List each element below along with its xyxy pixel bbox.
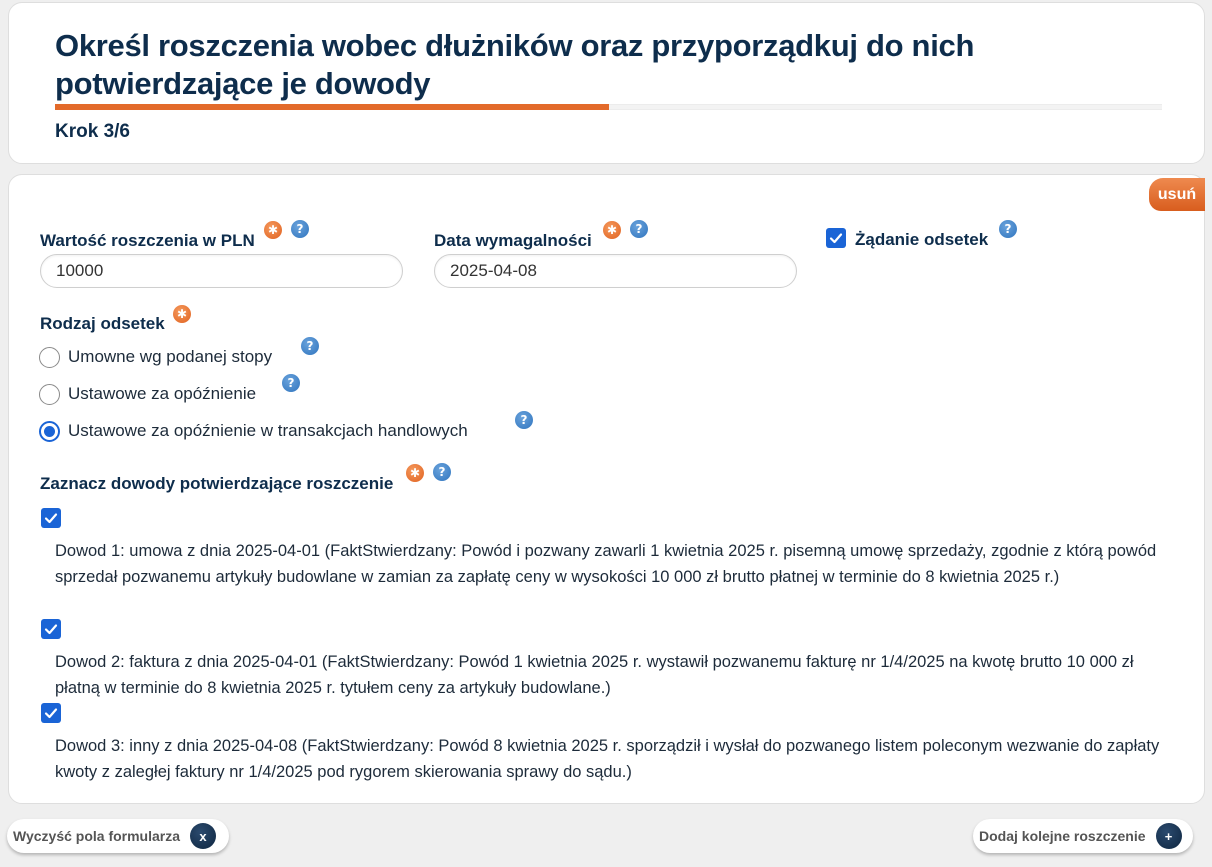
radio-contractual-interest[interactable]: [39, 347, 60, 368]
radio-commercial-statutory-interest[interactable]: [39, 421, 60, 442]
help-icon[interactable]: ?: [291, 220, 309, 238]
claim-form-card: [8, 174, 1205, 804]
interest-request-label: Żądanie odsetek: [855, 230, 989, 249]
evidence-item-2: Dowod 2: faktura z dnia 2025-04-01 (FaktStwierdzany: Powód 1 kwietnia 2025 r. wystawił pozwanemu fakturę nr 1/4/2025 na kwotę brutto 10 000 zł płatną w terminie do 8 kwietnia 2025 r. tytułem ceny za artykuły budowlane.): [55, 653, 1134, 697]
checkmark-icon: [44, 622, 58, 636]
page-title: Określ roszczenia wobec dłużników oraz przyporządkuj do nich potwierdzające je dowody: [55, 28, 975, 101]
help-icon[interactable]: ?: [301, 337, 319, 355]
plus-icon: +: [1156, 823, 1182, 849]
required-icon: ✱: [603, 221, 621, 239]
required-icon: ✱: [173, 305, 191, 323]
add-claim-button[interactable]: [973, 819, 1193, 853]
help-icon[interactable]: ?: [999, 220, 1017, 238]
claim-value-input[interactable]: [40, 254, 403, 288]
evidence-checkbox-2[interactable]: [41, 619, 61, 639]
checkmark-icon: [44, 706, 58, 720]
clear-form-label: Wyczyść pola formularza: [13, 828, 181, 844]
add-claim-label: Dodaj kolejne roszczenie: [979, 828, 1146, 844]
evidence-item-1: Dowod 1: umowa z dnia 2025-04-01 (FaktStwierdzany: Powód i pozwany zawarli 1 kwietnia 2025 r. pisemną umowę sprzedaży, zgodnie z którą powód sprzedał pozwanemu artykuły budowlane w zamian za zapłatę ceny w wysokości 10 000 zł brutto płatnej w terminie do 8 kwietnia 2025 r.): [55, 542, 1157, 586]
clear-form-button[interactable]: [7, 819, 229, 853]
step-indicator: Krok 3/6: [55, 121, 130, 142]
help-icon[interactable]: ?: [630, 220, 648, 238]
evidence-item-3: Dowod 3: inny z dnia 2025-04-08 (FaktStwierdzany: Powód 8 kwietnia 2025 r. sporządził i wysłał do pozwanego listem poleconym wezwanie do zapłaty kwoty z zaległej faktury nr 1/4/2025 pod rygorem skierowania sprawy do sądu.): [55, 737, 1160, 781]
radio-label-statutory-interest: Ustawowe za opóźnienie: [68, 384, 257, 403]
remove-claim-button[interactable]: usuń: [1149, 178, 1205, 211]
evidence-label: Zaznacz dowody potwierdzające roszczenie: [40, 474, 394, 493]
checkmark-icon: [44, 511, 58, 525]
interest-request-checkbox[interactable]: [826, 228, 846, 248]
due-date-label: Data wymagalności: [434, 231, 592, 250]
radio-label-contractual-interest: Umowne wg podanej stopy: [68, 347, 273, 366]
header-card: [8, 2, 1205, 164]
radio-statutory-interest[interactable]: [39, 384, 60, 405]
help-icon[interactable]: ?: [515, 411, 533, 429]
help-icon[interactable]: ?: [282, 374, 300, 392]
progress-bar: [55, 104, 1162, 110]
checkmark-icon: [829, 231, 843, 245]
due-date-input[interactable]: [434, 254, 797, 288]
evidence-checkbox-1[interactable]: [41, 508, 61, 528]
claim-value-label: Wartość roszczenia w PLN: [40, 231, 255, 250]
required-icon: ✱: [264, 221, 282, 239]
evidence-checkbox-3[interactable]: [41, 703, 61, 723]
interest-type-label: Rodzaj odsetek: [40, 314, 165, 333]
help-icon[interactable]: ?: [433, 463, 451, 481]
progress-bar-fill: [55, 104, 609, 110]
required-icon: ✱: [406, 464, 424, 482]
radio-label-commercial-statutory-interest: Ustawowe za opóźnienie w transakcjach handlowych: [68, 421, 468, 440]
close-icon: x: [190, 823, 216, 849]
